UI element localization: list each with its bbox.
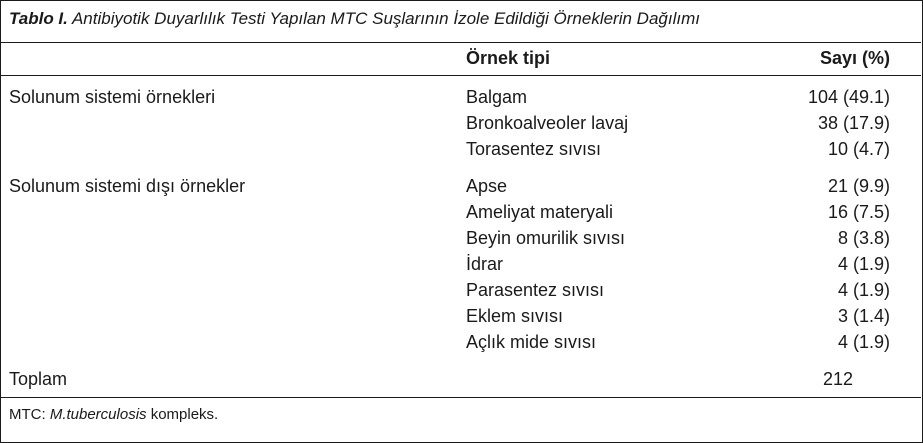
rule-bottom [0,397,921,398]
header-count: Sayı (%) [819,48,890,68]
row-type: Açlık mide sıvısı [466,332,597,352]
row-type: Ameliyat materyali [466,202,614,222]
row-value: 8 (3.8) [837,228,890,248]
total-label: Toplam [9,369,68,389]
table-title-lead: Tablo I. [9,9,68,28]
footnote-suffix: kompleks. [146,406,219,423]
row-value: 38 (17.9) [817,113,890,133]
row-type: Parasentez sıvısı [466,280,605,300]
table-title-text: Antibiyotik Duyarlılık Testi Yapılan MTC Suşlarının İzole Edildiği Örneklerin Dağılımı [67,9,700,28]
row-value: 104 (49.1) [807,87,890,107]
group-respiratory: Solunum sistemi örnekleri [9,87,216,107]
table-title [9,9,700,29]
footnote-species: M.tuberculosis [49,406,147,423]
row-value: 4 (1.9) [837,280,890,300]
footnote [9,406,218,423]
row-type: Apse [466,176,508,196]
row-type: Balgam [466,87,528,107]
rule-header [0,75,921,76]
row-type: İdrar [466,254,504,274]
row-value: 4 (1.9) [837,332,890,352]
rule-top [0,42,921,43]
row-type: Bronkoalveoler lavaj [466,113,629,133]
row-value: 16 (7.5) [827,202,890,222]
row-type: Torasentez sıvısı [466,139,602,159]
group-non-respiratory: Solunum sistemi dışı örnekler [9,176,246,196]
row-value: 3 (1.4) [837,306,890,326]
row-type: Beyin omurilik sıvısı [466,228,626,248]
total-value: 212 [823,369,854,389]
row-type: Eklem sıvısı [466,306,564,326]
row-value: 21 (9.9) [827,176,890,196]
footnote-prefix: MTC: [9,406,50,423]
row-value: 10 (4.7) [827,139,890,159]
header-sample-type: Örnek tipi [466,48,551,68]
row-value: 4 (1.9) [837,254,890,274]
